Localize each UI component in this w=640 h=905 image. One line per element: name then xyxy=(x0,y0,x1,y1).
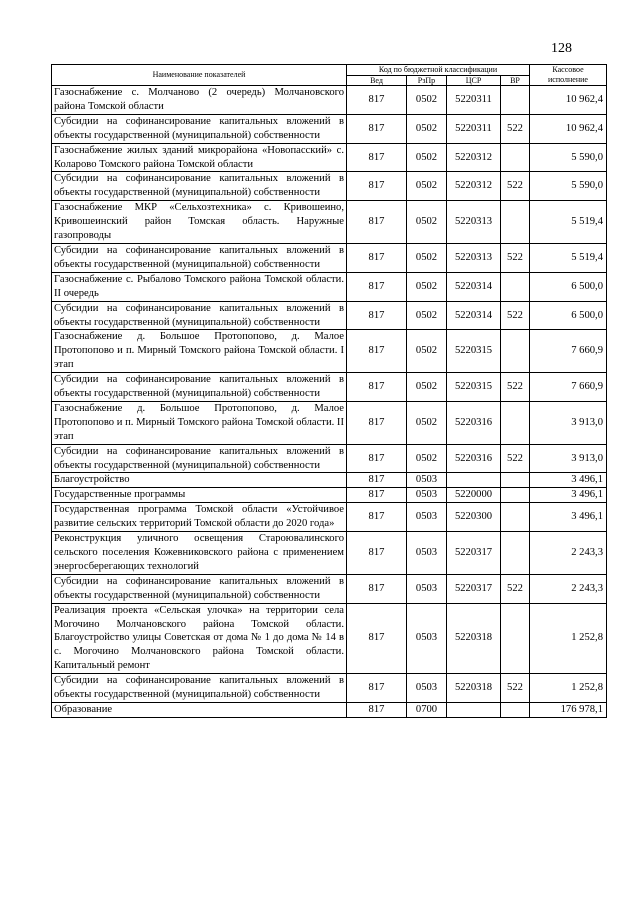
row-amount: 3 496,1 xyxy=(530,488,607,503)
row-rzpr: 0502 xyxy=(407,86,447,115)
row-name: Субсидии на софинансирование капитальных вложений в объекты государственной (муниципальной) собственности xyxy=(52,574,347,603)
table-row xyxy=(52,532,607,575)
row-name: Субсидии на софинансирование капитальных вложений в объекты государственной (муниципальной) собственности xyxy=(52,172,347,201)
row-amount: 3 913,0 xyxy=(530,401,607,444)
row-csr: 5220000 xyxy=(447,488,501,503)
row-ved: 817 xyxy=(347,86,407,115)
table-row xyxy=(52,172,607,201)
row-rzpr: 0502 xyxy=(407,330,447,373)
row-amount: 6 500,0 xyxy=(530,272,607,301)
row-name: Субсидии на софинансирование капитальных вложений в объекты государственной (муниципальной) собственности xyxy=(52,444,347,473)
row-csr: 5220317 xyxy=(447,574,501,603)
row-rzpr: 0502 xyxy=(407,272,447,301)
row-ved: 817 xyxy=(347,574,407,603)
row-vr xyxy=(501,401,530,444)
row-rzpr: 0503 xyxy=(407,532,447,575)
header-code-group: Код по бюджетной классификации xyxy=(347,65,530,76)
row-vr: 522 xyxy=(501,172,530,201)
row-name: Газоснабжение жилых зданий микрорайона «Новопасский» с. Коларово Томского района Томской области xyxy=(52,143,347,172)
row-rzpr: 0502 xyxy=(407,301,447,330)
row-csr: 5220315 xyxy=(447,373,501,402)
row-ved: 817 xyxy=(347,503,407,532)
table-row xyxy=(52,143,607,172)
table-row xyxy=(52,444,607,473)
row-rzpr: 0502 xyxy=(407,143,447,172)
row-vr xyxy=(501,143,530,172)
row-csr: 5220318 xyxy=(447,674,501,703)
row-name: Газоснабжение с. Молчаново (2 очередь) Молчановского района Томской области xyxy=(52,86,347,115)
row-rzpr: 0502 xyxy=(407,243,447,272)
row-amount: 10 962,4 xyxy=(530,114,607,143)
row-csr xyxy=(447,702,501,717)
row-ved: 817 xyxy=(347,702,407,717)
table-row xyxy=(52,373,607,402)
row-ved: 817 xyxy=(347,114,407,143)
row-csr: 5220318 xyxy=(447,603,501,674)
table-row xyxy=(52,272,607,301)
row-ved: 817 xyxy=(347,172,407,201)
table-row xyxy=(52,603,607,674)
row-name: Газоснабжение МКР «Сельхозтехника» с. Кривошеино, Кривошеинский район Томская область. Наружные газопроводы xyxy=(52,201,347,244)
row-rzpr: 0502 xyxy=(407,201,447,244)
row-name: Газоснабжение д. Большое Протопопово, д. Малое Протопопово и п. Мирный Томского района Томской области. I этап xyxy=(52,330,347,373)
row-name: Субсидии на софинансирование капитальных вложений в объекты государственной (муниципальной) собственности xyxy=(52,674,347,703)
row-vr xyxy=(501,503,530,532)
row-csr: 5220312 xyxy=(447,172,501,201)
row-rzpr: 0700 xyxy=(407,702,447,717)
row-vr xyxy=(501,702,530,717)
row-vr: 522 xyxy=(501,444,530,473)
row-rzpr: 0503 xyxy=(407,603,447,674)
row-rzpr: 0502 xyxy=(407,444,447,473)
row-ved: 817 xyxy=(347,473,407,488)
header-vr: ВР xyxy=(501,75,530,86)
header-csr: ЦСР xyxy=(447,75,501,86)
row-csr: 5220314 xyxy=(447,272,501,301)
header-name: Наименование показателей xyxy=(52,65,347,86)
row-rzpr: 0503 xyxy=(407,503,447,532)
row-rzpr: 0502 xyxy=(407,172,447,201)
row-name: Субсидии на софинансирование капитальных вложений в объекты государственной (муниципальной) собственности xyxy=(52,243,347,272)
row-rzpr: 0503 xyxy=(407,674,447,703)
row-ved: 817 xyxy=(347,401,407,444)
table-row xyxy=(52,114,607,143)
row-csr: 5220313 xyxy=(447,243,501,272)
table-row xyxy=(52,330,607,373)
row-amount: 1 252,8 xyxy=(530,603,607,674)
row-name: Реализация проекта «Сельская улочка» на территории села Могочино Молчановского района Томской области. Благоустройство улицы Советская от дома № 1 до дома № 14 в с. Могочино Молчановского района Томской области. Капитальный ремонт xyxy=(52,603,347,674)
row-amount: 5 519,4 xyxy=(530,243,607,272)
row-name: Субсидии на софинансирование капитальных вложений в объекты государственной (муниципальной) собственности xyxy=(52,301,347,330)
table-row xyxy=(52,503,607,532)
row-csr: 5220315 xyxy=(447,330,501,373)
table-body xyxy=(52,86,607,718)
row-vr: 522 xyxy=(501,674,530,703)
row-name: Газоснабжение с. Рыбалово Томского района Томской области. II очередь xyxy=(52,272,347,301)
table-row xyxy=(52,702,607,717)
row-amount: 3 496,1 xyxy=(530,473,607,488)
table-row xyxy=(52,473,607,488)
row-ved: 817 xyxy=(347,488,407,503)
row-ved: 817 xyxy=(347,330,407,373)
row-amount: 7 660,9 xyxy=(530,330,607,373)
table-row xyxy=(52,243,607,272)
page-number: 128 xyxy=(551,41,572,56)
row-ved: 817 xyxy=(347,532,407,575)
row-csr: 5220312 xyxy=(447,143,501,172)
row-ved: 817 xyxy=(347,272,407,301)
table-row xyxy=(52,488,607,503)
row-amount: 2 243,3 xyxy=(530,574,607,603)
row-amount: 3 913,0 xyxy=(530,444,607,473)
row-csr: 5220300 xyxy=(447,503,501,532)
row-ved: 817 xyxy=(347,143,407,172)
row-name: Государственная программа Томской области «Устойчивое развитие сельских территорий Томской области до 2020 года» xyxy=(52,503,347,532)
row-rzpr: 0502 xyxy=(407,114,447,143)
row-vr xyxy=(501,330,530,373)
row-name: Государственные программы xyxy=(52,488,347,503)
row-name: Реконструкция уличного освещения Староювалинского сельского поселения Кожевниковского района с применением энергосберегающих технологий xyxy=(52,532,347,575)
row-vr xyxy=(501,201,530,244)
row-rzpr: 0502 xyxy=(407,373,447,402)
table-row xyxy=(52,574,607,603)
row-rzpr: 0503 xyxy=(407,473,447,488)
row-amount: 10 962,4 xyxy=(530,86,607,115)
row-ved: 817 xyxy=(347,373,407,402)
table-row xyxy=(52,301,607,330)
row-csr: 5220311 xyxy=(447,86,501,115)
row-amount: 176 978,1 xyxy=(530,702,607,717)
row-ved: 817 xyxy=(347,603,407,674)
row-csr: 5220313 xyxy=(447,201,501,244)
row-vr: 522 xyxy=(501,243,530,272)
row-vr xyxy=(501,473,530,488)
header-amount: Кассовое исполнение xyxy=(530,65,607,86)
row-vr xyxy=(501,603,530,674)
row-vr: 522 xyxy=(501,373,530,402)
row-amount: 5 519,4 xyxy=(530,201,607,244)
row-vr xyxy=(501,272,530,301)
row-csr xyxy=(447,473,501,488)
row-name: Газоснабжение д. Большое Протопопово, д. Малое Протопопово и п. Мирный Томского района Томской области. II этап xyxy=(52,401,347,444)
row-rzpr: 0503 xyxy=(407,488,447,503)
row-vr: 522 xyxy=(501,114,530,143)
table-row xyxy=(52,674,607,703)
row-csr: 5220317 xyxy=(447,532,501,575)
row-amount: 6 500,0 xyxy=(530,301,607,330)
row-ved: 817 xyxy=(347,674,407,703)
table-row xyxy=(52,201,607,244)
row-vr xyxy=(501,488,530,503)
row-ved: 817 xyxy=(347,301,407,330)
budget-table xyxy=(51,64,607,718)
row-name: Благоустройство xyxy=(52,473,347,488)
row-csr: 5220316 xyxy=(447,401,501,444)
row-amount: 5 590,0 xyxy=(530,172,607,201)
row-vr: 522 xyxy=(501,574,530,603)
row-name: Субсидии на софинансирование капитальных вложений в объекты государственной (муниципальной) собственности xyxy=(52,373,347,402)
row-amount: 7 660,9 xyxy=(530,373,607,402)
row-csr: 5220311 xyxy=(447,114,501,143)
row-ved: 817 xyxy=(347,444,407,473)
table-row xyxy=(52,86,607,115)
row-vr: 522 xyxy=(501,301,530,330)
row-vr xyxy=(501,532,530,575)
row-ved: 817 xyxy=(347,243,407,272)
row-ved: 817 xyxy=(347,201,407,244)
row-rzpr: 0502 xyxy=(407,401,447,444)
row-name: Субсидии на софинансирование капитальных вложений в объекты государственной (муниципальной) собственности xyxy=(52,114,347,143)
table-row xyxy=(52,401,607,444)
row-rzpr: 0503 xyxy=(407,574,447,603)
row-vr xyxy=(501,86,530,115)
row-amount: 1 252,8 xyxy=(530,674,607,703)
row-name: Образование xyxy=(52,702,347,717)
row-amount: 5 590,0 xyxy=(530,143,607,172)
header-ved: Вед xyxy=(347,75,407,86)
row-csr: 5220314 xyxy=(447,301,501,330)
row-csr: 5220316 xyxy=(447,444,501,473)
row-amount: 2 243,3 xyxy=(530,532,607,575)
row-amount: 3 496,1 xyxy=(530,503,607,532)
header-rzpr: РзПр xyxy=(407,75,447,86)
